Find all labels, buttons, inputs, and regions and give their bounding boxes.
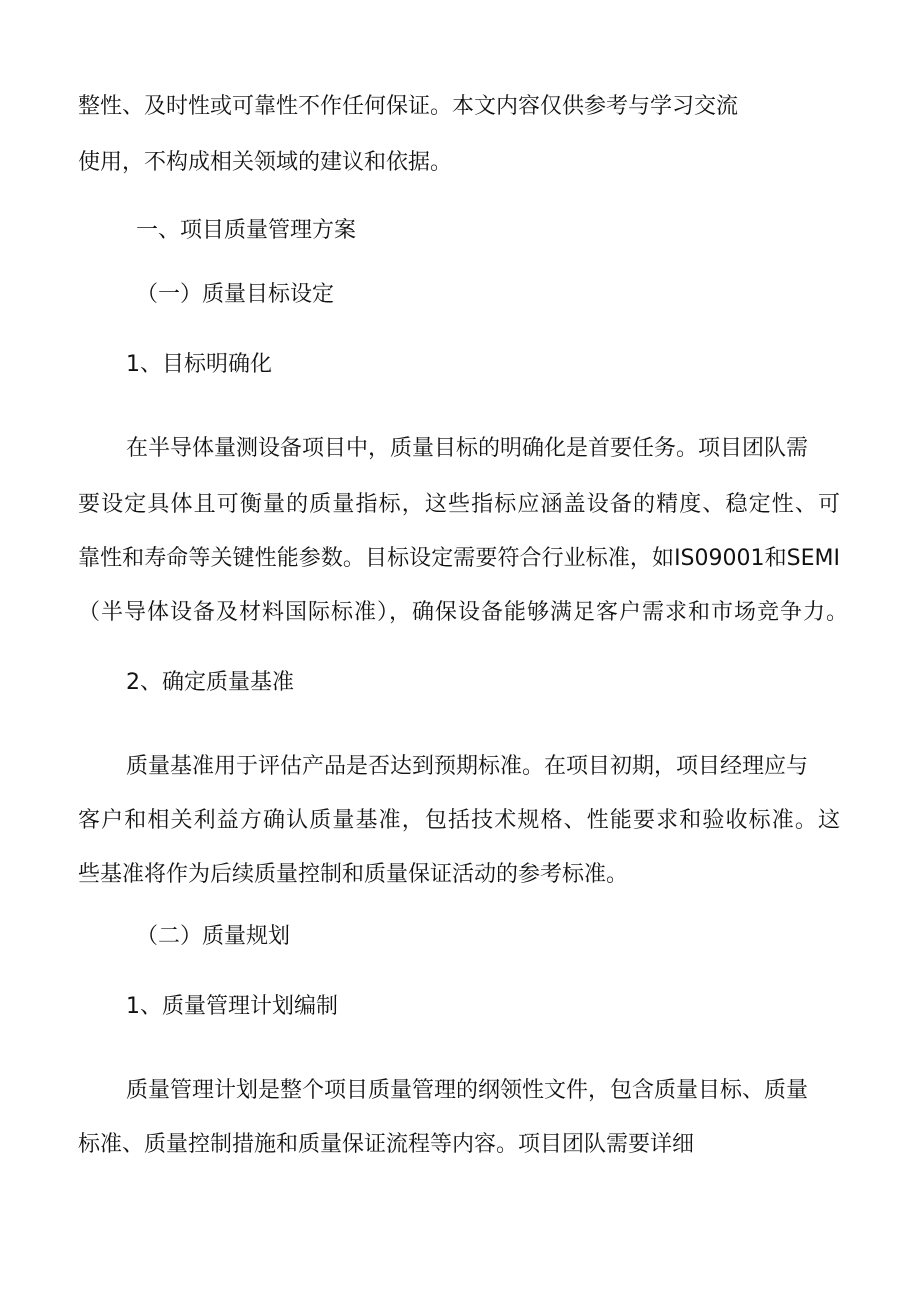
paragraph-2-line-2: 客户和相关利益方确认质量基准，包括技术规格、性能要求和验收标准。这: [78, 808, 840, 833]
paragraph-1-line-1: 在半导体量测设备项目中，质量目标的明确化是首要任务。项目团队需: [126, 436, 809, 461]
paragraph-3-line-1: 质量管理计划是整个项目质量管理的纲领性文件，包含质量目标、质量: [126, 1078, 809, 1103]
item-heading-2-1: 1、质量管理计划编制: [126, 994, 338, 1019]
item-heading-1-1: 1、目标明确化: [126, 352, 272, 377]
paragraph-3-line-2: 标准、质量控制措施和质量保证流程等内容。项目团队需要详细: [78, 1132, 695, 1157]
paragraph-2-line-3: 些基准将作为后续质量控制和质量保证活动的参考标准。: [78, 862, 629, 887]
paragraph-1-line-4: （半导体设备及材料国际标准），确保设备能够满足客户需求和市场竞争力。: [78, 600, 848, 625]
paragraph-1-line-2: 要设定具体且可衡量的质量指标，这些指标应涵盖设备的精度、稳定性、可: [78, 492, 840, 517]
subsection-heading-1: （一）质量目标设定: [136, 282, 335, 307]
intro-paragraph-line-2: 使用，不构成相关领域的建议和依据。: [78, 150, 453, 175]
subsection-heading-2: （二）质量规划: [136, 924, 291, 949]
paragraph-2-line-1: 质量基准用于评估产品是否达到预期标准。在项目初期，项目经理应与: [126, 754, 809, 779]
item-heading-1-2: 2、确定质量基准: [126, 670, 294, 695]
paragraph-1-line-3: 靠性和寿命等关键性能参数。目标设定需要符合行业标准，如IS09001和SEMI: [78, 546, 840, 571]
section-heading-1: 一、项目质量管理方案: [136, 218, 357, 243]
intro-paragraph-line-1: 整性、及时性或可靠性不作任何保证。本文内容仅供参考与学习交流: [78, 94, 739, 119]
